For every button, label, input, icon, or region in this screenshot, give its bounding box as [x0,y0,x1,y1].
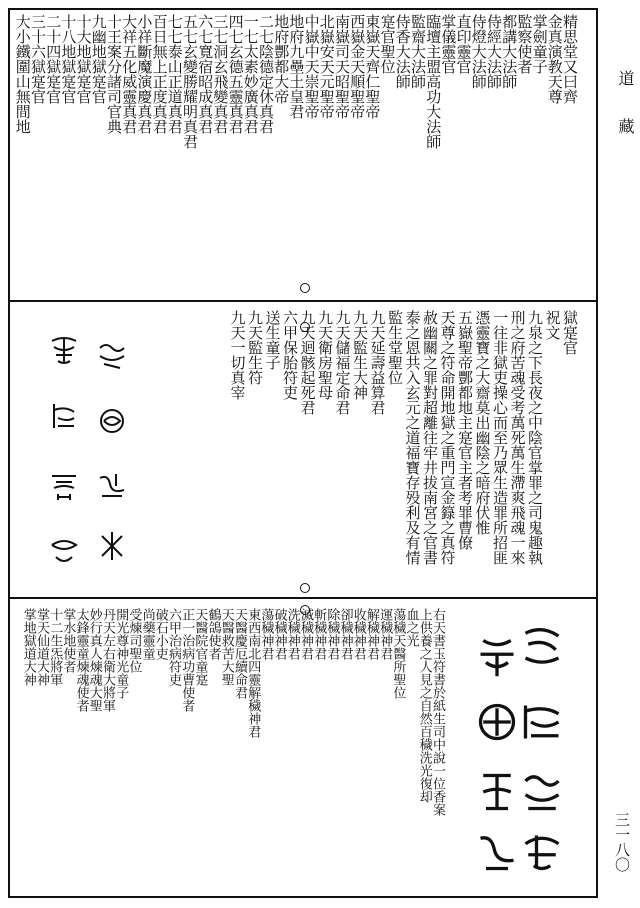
section1-column: 一七太素妙廣真君 [241,14,260,134]
section1-column: 地府九壘土皇君 [287,14,306,119]
section2-column: 五嶽聖帝酆都地主寔官主者考罪曹僚 [456,310,474,550]
section3-column: 破穢神君 [271,608,287,660]
section-divider-2 [8,597,598,599]
page-number: 三一八〇 [613,812,631,872]
section1-column: 十王案分諸司官典 [105,14,123,134]
section1-column: 大小鐵圍山無間地 [13,14,32,134]
sidebar-title-b: 藏 [616,118,635,134]
section1-column: 二七陰德定休真君 [257,14,275,134]
section2-column: 一往非獄吏操心而至乃眾生造罪所招匪 [491,310,509,565]
talisman-seal-16 [475,830,519,874]
talisman-seal-12 [475,700,519,744]
section3-column: 破石小吏 [152,608,168,660]
talisman-seal-8 [96,530,128,562]
section1-column: 小祥斷魔演慶真君 [135,14,154,134]
section3-column: 運穢神君 [377,608,393,660]
section2-column: 九天衛房聖母 [316,310,334,400]
section2-column: 九天監生符 [246,310,264,385]
section3-column: 上供養之人見之自然百穢洗光復却 [416,608,432,803]
section2-column: 祝文 [543,310,562,340]
section2-column: 九天延壽益算君 [368,310,387,415]
section3-column: 血之光 [403,608,419,647]
talisman-seal-15 [520,830,564,874]
section3-column: 蕩穢天醫所聖位 [390,608,406,699]
section1-column: 地府酆都大帝 [272,14,291,104]
section1-column: 二十四獄寔官 [44,14,63,104]
section2-column: 獄寔官 [561,310,579,355]
talisman-seal-11 [520,700,564,744]
circle-marker [300,322,310,332]
section3-column: 斬穢神君 [311,608,327,660]
section2-column: 憑靈寶之大齋莫出幽陰之暗府伏惟 [473,310,492,535]
section3-column: 妙行真人煉魂大聖 [86,608,102,712]
talisman-seal-6 [96,470,128,502]
section1-column: 東嶽天齊仁聖帝 [363,14,382,119]
section1-column: 侍香大法師 [393,14,412,89]
talisman-seal-7 [48,535,80,567]
section2-column: 赦幽關之罪對超離往牢井拔南宮之官書 [421,310,439,565]
section1-column: 三十六獄寔官 [29,14,47,104]
section1-column: 三七洞玄飛變真君 [211,14,230,134]
section1-column: 南嶽司天昭聖帝 [333,14,351,119]
section3-column: 東西南北四靈解穢神君 [245,608,261,738]
circle-marker [300,583,310,593]
section2-column: 九天儲福定命君 [333,310,352,415]
section2-column: 送生童子 [263,310,282,370]
section3-column: 正一治病功曹使者 [179,608,195,712]
section3-column: 丹天左右衛大將軍 [100,608,115,712]
section1-column: 侍經大法師 [485,14,503,89]
talisman-seal-9 [520,625,564,669]
sidebar-title-a: 道 [616,70,635,86]
talisman-seal-3 [48,400,80,432]
section2-column: 九天迴骸起死君 [298,310,317,415]
section2-column: 刑之府苦魂受考萬死萬生滯爽飛魂一來 [508,310,527,565]
section3-column: 滅穢神君 [298,608,313,660]
section1-column: 都講大法師 [500,14,519,89]
talisman-seal-10 [475,635,519,679]
section1-column: 十大地獄寔官 [74,14,93,104]
section3-column: 除穢神君 [324,608,340,660]
circle-marker [300,283,310,293]
section3-column: 蕩穢神君 [258,608,274,660]
section1-column: 北嶽安天元聖帝 [317,14,336,119]
section2-column: 九泉之下長夜之中陰官掌罪之司鬼趣執 [526,310,544,565]
section2-column: 六甲保胎符吏 [281,310,299,400]
section2-column: 監生堂聖位 [386,310,404,385]
talisman-seal-1 [48,335,80,367]
section3-column: 解穢神君 [364,608,379,660]
section1-column: 五七玄變勝耀明真君 [181,14,199,149]
section1-column: 百日無上正度真君 [150,14,169,134]
talisman-seal-14 [475,770,519,814]
section3-column: 掌地獄道大神 [20,608,36,686]
section1-column: 侍燈大法師 [469,14,488,89]
section1-column: 掌儀靈官 [439,14,458,74]
section3-column: 天醫院官童寔 [192,608,208,686]
section3-column: 鶴鴿使者 [205,608,221,660]
talisman-seal-4 [96,405,128,437]
section1-column: 監察使者 [515,14,534,74]
section1-column: 金真演教天尊 [545,14,564,104]
section2-column: 九天一切真宰 [228,310,247,400]
section3-column: 右天書玉符書於紙生司中說一位香案 [430,608,445,816]
section3-column: 六甲治病符吏 [166,608,181,686]
section1-column: 監齋大法師 [409,14,427,89]
section3-column: 掌水地使者 [60,608,76,673]
section1-column: 精思堂又曰齊 [561,14,579,104]
section2-column: 天尊之符命開地獄之重門宣金籙之真符 [438,310,457,565]
section1-column: 十八地獄寔官 [59,14,78,104]
section1-column: 大祥五化威靈真君 [120,14,139,134]
section2-column: 九天監生大神 [351,310,369,400]
section1-column: 臨壇主盟高功大法師 [424,14,443,149]
section3-column: 開光尊神光童子 [113,608,129,699]
section1-column: 六七寬宿昭成真君 [196,14,215,134]
section1-column: 寔官聖位 [378,14,397,74]
circle-marker [300,605,310,615]
section1-column: 掌劍童子 [530,14,549,74]
section3-column: 卻穢神君 [337,608,353,660]
section1-column: 中嶽中天崇聖帝 [302,14,321,119]
section1-column: 西嶽金天順聖帝 [348,14,367,119]
section3-column: 尚藥靈童 [139,608,155,660]
talisman-seal-13 [520,770,564,814]
section1-column: 九幽地獄寔官 [89,14,108,104]
section1-column: 七七泰山正道真君 [165,14,184,134]
section3-column: 掌天仙道大神 [34,608,49,686]
section1-column: 直印靈官 [454,14,473,74]
section3-column: 太鋒靈童煉魂使者 [73,608,89,712]
section1-column: 四七玄德五靈真君 [226,14,245,134]
section3-column: 收穢神君 [350,608,366,660]
section2-column: 泰之恩共入玄元之道福寶存殁利及有情 [403,310,422,565]
talisman-seal-5 [48,470,80,502]
section3-column: 洗穢神君 [284,608,300,660]
talisman-seal-2 [96,340,128,372]
section3-column: 十二生炁將軍 [47,608,63,686]
section3-column: 天醫慶厄續命君 [232,608,247,699]
section3-column: 天醫救苦大聖 [218,608,234,686]
section-divider-1 [8,300,598,302]
section3-column: 受煉司聖位 [126,608,142,673]
